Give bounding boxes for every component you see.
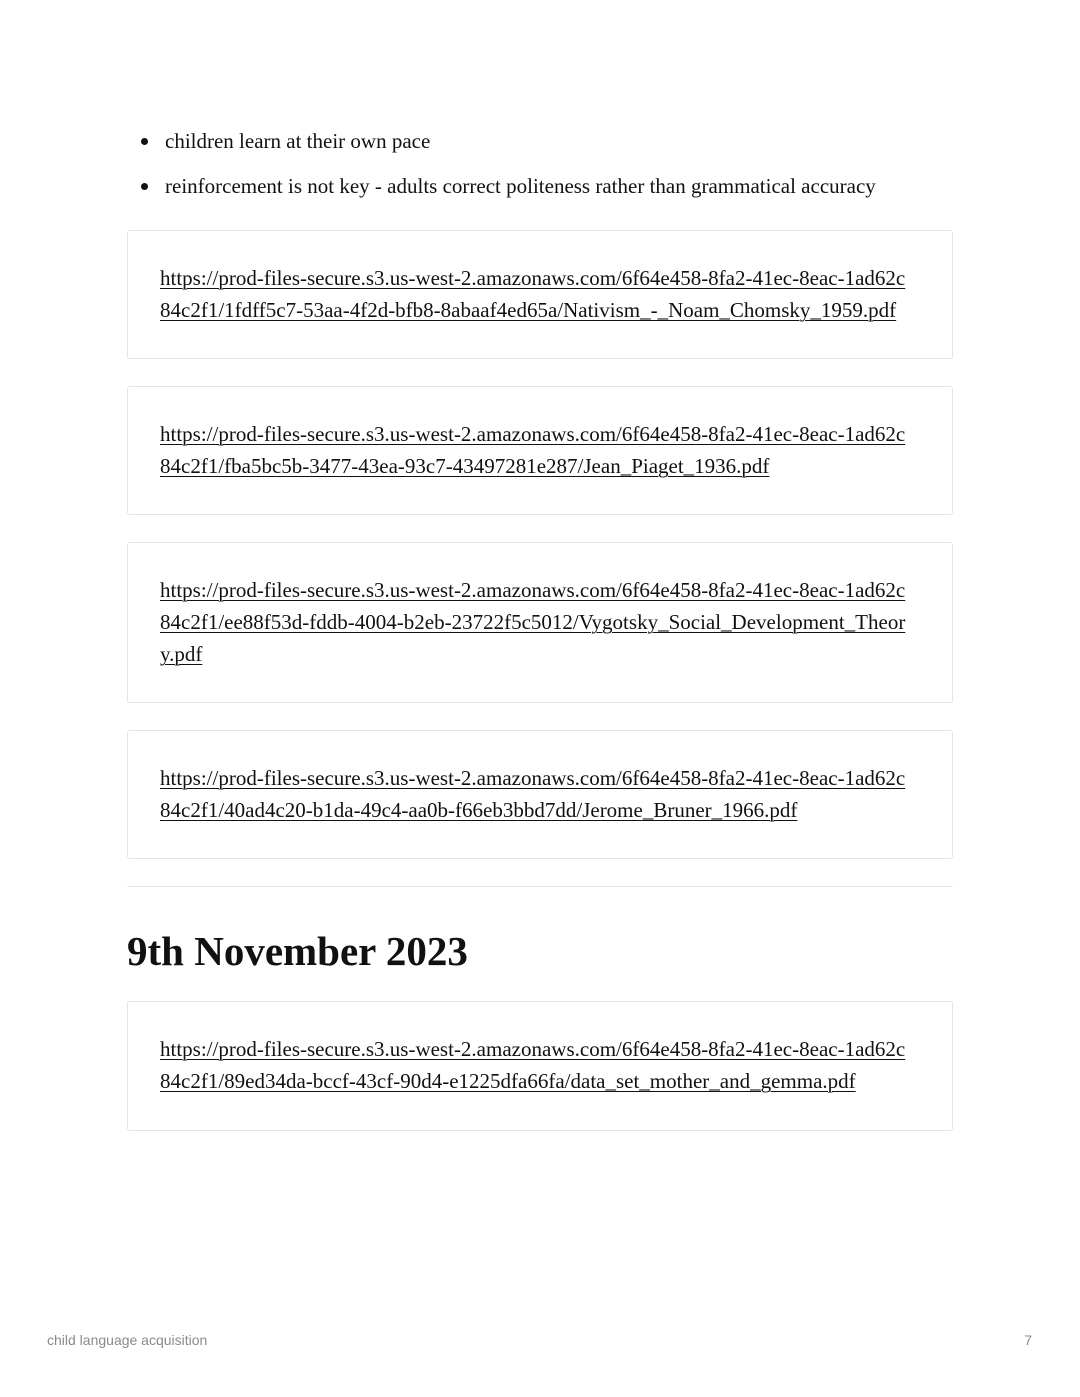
bullet-dot-icon [141,183,148,190]
divider [127,886,953,887]
list-item-text: reinforcement is not key - adults correct politeness rather than grammatical accuracy [165,174,876,198]
list-item [127,124,953,158]
bullet-dot-icon [141,138,148,145]
file-link-card [127,542,953,703]
bullet-list [127,124,953,214]
file-link-card [127,230,953,359]
file-link[interactable]: https://prod-files-secure.s3.us-west-2.amazonaws.com/6f64e458-8fa2-41ec-8eac-1ad62c84c2f1/ee88f53d-fddb-4004-b2eb-23722f5c5012/Vygotsky_Social_Development_Theory.pdf [160,578,906,666]
list-item [127,169,953,203]
list-item-text: children learn at their own pace [165,129,431,153]
section-heading: 9th November 2023 [127,928,468,974]
file-link-card [127,1001,953,1131]
file-link-card [127,386,953,515]
file-link[interactable]: https://prod-files-secure.s3.us-west-2.amazonaws.com/6f64e458-8fa2-41ec-8eac-1ad62c84c2f1/40ad4c20-b1da-49c4-aa0b-f66eb3bbd7dd/Jerome_Bruner_1966.pdf [160,766,906,822]
file-link[interactable]: https://prod-files-secure.s3.us-west-2.amazonaws.com/6f64e458-8fa2-41ec-8eac-1ad62c84c2f1/fba5bc5b-3477-43ea-93c7-43497281e287/Jean_Piaget_1936.pdf [160,422,906,478]
file-link[interactable]: https://prod-files-secure.s3.us-west-2.amazonaws.com/6f64e458-8fa2-41ec-8eac-1ad62c84c2f1/1fdff5c7-53aa-4f2d-bfb8-8abaaf4ed65a/Nativism_-_Noam_Chomsky_1959.pdf [160,266,906,322]
file-link[interactable]: https://prod-files-secure.s3.us-west-2.amazonaws.com/6f64e458-8fa2-41ec-8eac-1ad62c84c2f1/89ed34da-bccf-43cf-90d4-e1225dfa66fa/data_set_mother_and_gemma.pdf [160,1037,906,1093]
file-link-card [127,730,953,859]
footer-page-number: 7 [1024,1332,1032,1348]
footer-document-title: child language acquisition [47,1332,208,1348]
